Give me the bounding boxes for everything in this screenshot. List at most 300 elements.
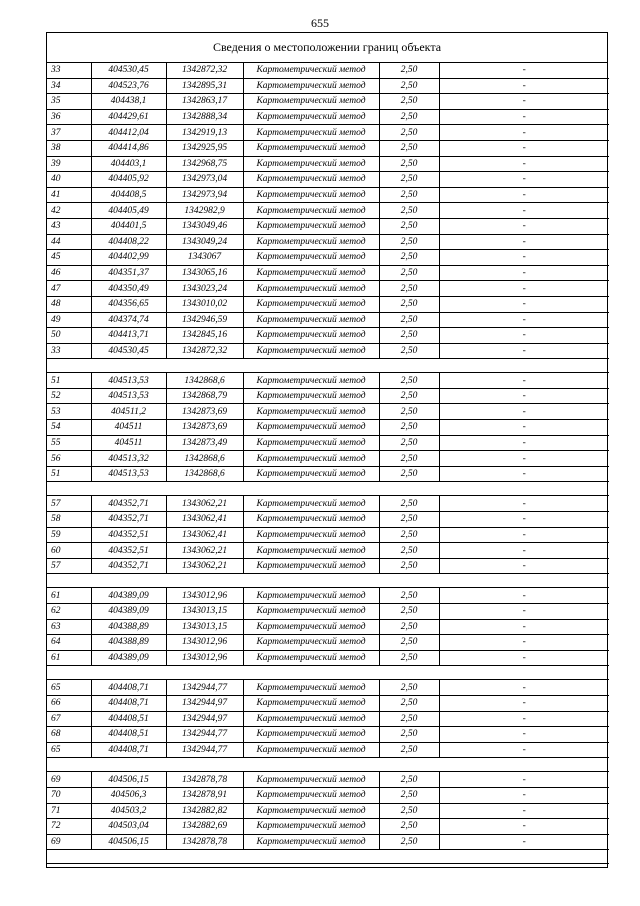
description-cell: - xyxy=(439,140,609,156)
description-cell: - xyxy=(439,727,609,743)
x-coordinate-cell: 404503,04 xyxy=(91,819,166,835)
accuracy-cell: 2,50 xyxy=(379,203,439,219)
point-number-cell: 52 xyxy=(47,388,91,404)
description-cell: - xyxy=(439,619,609,635)
accuracy-cell: 2,50 xyxy=(379,343,439,359)
description-cell: - xyxy=(439,834,609,850)
x-coordinate-cell: 404506,15 xyxy=(91,834,166,850)
point-number-cell: 65 xyxy=(47,680,91,696)
point-number-cell: 61 xyxy=(47,650,91,666)
accuracy-cell: 2,50 xyxy=(379,451,439,467)
point-number-cell: 42 xyxy=(47,203,91,219)
accuracy-cell: 2,50 xyxy=(379,94,439,110)
point-number-cell: 36 xyxy=(47,109,91,125)
point-number-cell: 37 xyxy=(47,125,91,141)
description-cell: - xyxy=(439,466,609,482)
method-cell: Картометрический метод xyxy=(243,218,379,234)
x-coordinate-cell: 404412,04 xyxy=(91,125,166,141)
accuracy-cell: 2,50 xyxy=(379,772,439,788)
table-row xyxy=(47,156,609,172)
accuracy-cell: 2,50 xyxy=(379,512,439,528)
accuracy-cell: 2,50 xyxy=(379,109,439,125)
x-coordinate-cell: 404405,49 xyxy=(91,203,166,219)
method-cell: Картометрический метод xyxy=(243,109,379,125)
group-separator-row xyxy=(47,850,609,864)
y-coordinate-cell: 1342873,69 xyxy=(166,420,243,436)
accuracy-cell: 2,50 xyxy=(379,435,439,451)
table-row xyxy=(47,218,609,234)
y-coordinate-cell: 1343067 xyxy=(166,250,243,266)
table-row xyxy=(47,619,609,635)
accuracy-cell: 2,50 xyxy=(379,265,439,281)
table-row xyxy=(47,187,609,203)
y-coordinate-cell: 1342944,97 xyxy=(166,711,243,727)
point-number-cell: 43 xyxy=(47,218,91,234)
accuracy-cell: 2,50 xyxy=(379,803,439,819)
x-coordinate-cell: 404388,89 xyxy=(91,635,166,651)
table-row xyxy=(47,296,609,312)
method-cell: Картометрический метод xyxy=(243,451,379,467)
table-row xyxy=(47,711,609,727)
accuracy-cell: 2,50 xyxy=(379,296,439,312)
x-coordinate-cell: 404352,71 xyxy=(91,558,166,574)
description-cell: - xyxy=(439,558,609,574)
description-cell: - xyxy=(439,343,609,359)
x-coordinate-cell: 404506,15 xyxy=(91,772,166,788)
table-row xyxy=(47,140,609,156)
accuracy-cell: 2,50 xyxy=(379,250,439,266)
method-cell: Картометрический метод xyxy=(243,420,379,436)
method-cell: Картометрический метод xyxy=(243,140,379,156)
description-cell: - xyxy=(439,109,609,125)
x-coordinate-cell: 404513,53 xyxy=(91,388,166,404)
description-cell: - xyxy=(439,172,609,188)
method-cell: Картометрический метод xyxy=(243,742,379,758)
y-coordinate-cell: 1343062,41 xyxy=(166,527,243,543)
point-number-cell: 57 xyxy=(47,558,91,574)
group-separator-row xyxy=(47,666,609,680)
table-row xyxy=(47,265,609,281)
method-cell: Картометрический метод xyxy=(243,680,379,696)
accuracy-cell: 2,50 xyxy=(379,63,439,78)
method-cell: Картометрический метод xyxy=(243,156,379,172)
method-cell: Картометрический метод xyxy=(243,695,379,711)
point-number-cell: 72 xyxy=(47,819,91,835)
x-coordinate-cell: 404511 xyxy=(91,435,166,451)
point-number-cell: 56 xyxy=(47,451,91,467)
method-cell: Картометрический метод xyxy=(243,496,379,512)
x-coordinate-cell: 404352,51 xyxy=(91,543,166,559)
table-row xyxy=(47,281,609,297)
y-coordinate-cell: 1342944,77 xyxy=(166,727,243,743)
x-coordinate-cell: 404388,89 xyxy=(91,619,166,635)
description-cell: - xyxy=(439,819,609,835)
method-cell: Картометрический метод xyxy=(243,604,379,620)
page-number: 655 xyxy=(311,16,329,30)
method-cell: Картометрический метод xyxy=(243,328,379,344)
x-coordinate-cell: 404408,51 xyxy=(91,727,166,743)
method-cell: Картометрический метод xyxy=(243,558,379,574)
table-row xyxy=(47,512,609,528)
x-coordinate-cell: 404530,45 xyxy=(91,63,166,78)
y-coordinate-cell: 1342982,9 xyxy=(166,203,243,219)
y-coordinate-cell: 1342888,34 xyxy=(166,109,243,125)
y-coordinate-cell: 1342868,6 xyxy=(166,451,243,467)
y-coordinate-cell: 1342973,94 xyxy=(166,187,243,203)
x-coordinate-cell: 404350,49 xyxy=(91,281,166,297)
method-cell: Картометрический метод xyxy=(243,250,379,266)
y-coordinate-cell: 1342872,32 xyxy=(166,343,243,359)
accuracy-cell: 2,50 xyxy=(379,619,439,635)
point-number-cell: 44 xyxy=(47,234,91,250)
description-cell: - xyxy=(439,650,609,666)
accuracy-cell: 2,50 xyxy=(379,420,439,436)
coordinates-table-body xyxy=(47,63,609,864)
point-number-cell: 58 xyxy=(47,512,91,528)
separator-cell xyxy=(47,359,609,373)
accuracy-cell: 2,50 xyxy=(379,711,439,727)
method-cell: Картометрический метод xyxy=(243,588,379,604)
y-coordinate-cell: 1343012,96 xyxy=(166,635,243,651)
x-coordinate-cell: 404351,37 xyxy=(91,265,166,281)
x-coordinate-cell: 404389,09 xyxy=(91,650,166,666)
accuracy-cell: 2,50 xyxy=(379,496,439,512)
x-coordinate-cell: 404408,51 xyxy=(91,711,166,727)
description-cell: - xyxy=(439,156,609,172)
x-coordinate-cell: 404513,32 xyxy=(91,451,166,467)
method-cell: Картометрический метод xyxy=(243,834,379,850)
y-coordinate-cell: 1343062,21 xyxy=(166,543,243,559)
accuracy-cell: 2,50 xyxy=(379,558,439,574)
point-number-cell: 47 xyxy=(47,281,91,297)
accuracy-cell: 2,50 xyxy=(379,588,439,604)
y-coordinate-cell: 1342944,77 xyxy=(166,742,243,758)
point-number-cell: 53 xyxy=(47,404,91,420)
table-row xyxy=(47,803,609,819)
y-coordinate-cell: 1343062,41 xyxy=(166,512,243,528)
point-number-cell: 34 xyxy=(47,78,91,94)
point-number-cell: 62 xyxy=(47,604,91,620)
x-coordinate-cell: 404523,76 xyxy=(91,78,166,94)
accuracy-cell: 2,50 xyxy=(379,466,439,482)
separator-cell xyxy=(47,482,609,496)
y-coordinate-cell: 1342882,82 xyxy=(166,803,243,819)
y-coordinate-cell: 1342973,04 xyxy=(166,172,243,188)
point-number-cell: 66 xyxy=(47,695,91,711)
point-number-cell: 60 xyxy=(47,543,91,559)
accuracy-cell: 2,50 xyxy=(379,125,439,141)
method-cell: Картометрический метод xyxy=(243,234,379,250)
table-row xyxy=(47,772,609,788)
method-cell: Картометрический метод xyxy=(243,281,379,297)
method-cell: Картометрический метод xyxy=(243,265,379,281)
table-row xyxy=(47,404,609,420)
description-cell: - xyxy=(439,312,609,328)
x-coordinate-cell: 404403,1 xyxy=(91,156,166,172)
table-row xyxy=(47,388,609,404)
x-coordinate-cell: 404513,53 xyxy=(91,373,166,389)
accuracy-cell: 2,50 xyxy=(379,819,439,835)
description-cell: - xyxy=(439,187,609,203)
coordinates-table xyxy=(47,63,609,864)
method-cell: Картометрический метод xyxy=(243,619,379,635)
table-row xyxy=(47,466,609,482)
table-row xyxy=(47,234,609,250)
description-cell: - xyxy=(439,742,609,758)
x-coordinate-cell: 404503,2 xyxy=(91,803,166,819)
x-coordinate-cell: 404438,1 xyxy=(91,94,166,110)
method-cell: Картометрический метод xyxy=(243,187,379,203)
description-cell: - xyxy=(439,94,609,110)
method-cell: Картометрический метод xyxy=(243,63,379,78)
description-cell: - xyxy=(439,803,609,819)
description-cell: - xyxy=(439,711,609,727)
description-cell: - xyxy=(439,296,609,312)
table-row xyxy=(47,635,609,651)
accuracy-cell: 2,50 xyxy=(379,388,439,404)
description-cell: - xyxy=(439,588,609,604)
y-coordinate-cell: 1343012,96 xyxy=(166,650,243,666)
table-row xyxy=(47,680,609,696)
y-coordinate-cell: 1342873,69 xyxy=(166,404,243,420)
table-row xyxy=(47,125,609,141)
y-coordinate-cell: 1343065,16 xyxy=(166,265,243,281)
method-cell: Картометрический метод xyxy=(243,819,379,835)
table-row xyxy=(47,203,609,219)
description-cell: - xyxy=(439,451,609,467)
point-number-cell: 69 xyxy=(47,834,91,850)
x-coordinate-cell: 404408,22 xyxy=(91,234,166,250)
table-row xyxy=(47,558,609,574)
y-coordinate-cell: 1342944,97 xyxy=(166,695,243,711)
accuracy-cell: 2,50 xyxy=(379,604,439,620)
table-row xyxy=(47,742,609,758)
description-cell: - xyxy=(439,328,609,344)
point-number-cell: 39 xyxy=(47,156,91,172)
x-coordinate-cell: 404402,99 xyxy=(91,250,166,266)
point-number-cell: 55 xyxy=(47,435,91,451)
group-separator-row xyxy=(47,359,609,373)
table-row xyxy=(47,604,609,620)
accuracy-cell: 2,50 xyxy=(379,650,439,666)
method-cell: Картометрический метод xyxy=(243,711,379,727)
description-cell: - xyxy=(439,218,609,234)
separator-cell xyxy=(47,850,609,864)
table-row xyxy=(47,109,609,125)
point-number-cell: 69 xyxy=(47,772,91,788)
description-cell: - xyxy=(439,604,609,620)
table-title: Сведения о местоположении границ объекта xyxy=(47,33,607,63)
method-cell: Картометрический метод xyxy=(243,373,379,389)
point-number-cell: 46 xyxy=(47,265,91,281)
x-coordinate-cell: 404356,65 xyxy=(91,296,166,312)
accuracy-cell: 2,50 xyxy=(379,218,439,234)
method-cell: Картометрический метод xyxy=(243,650,379,666)
description-cell: - xyxy=(439,512,609,528)
accuracy-cell: 2,50 xyxy=(379,312,439,328)
accuracy-cell: 2,50 xyxy=(379,234,439,250)
table-row xyxy=(47,78,609,94)
accuracy-cell: 2,50 xyxy=(379,742,439,758)
y-coordinate-cell: 1343049,24 xyxy=(166,234,243,250)
y-coordinate-cell: 1343013,15 xyxy=(166,619,243,635)
accuracy-cell: 2,50 xyxy=(379,373,439,389)
boundary-table-frame xyxy=(46,32,608,868)
separator-cell xyxy=(47,666,609,680)
x-coordinate-cell: 404352,71 xyxy=(91,512,166,528)
x-coordinate-cell: 404389,09 xyxy=(91,588,166,604)
description-cell: - xyxy=(439,496,609,512)
accuracy-cell: 2,50 xyxy=(379,527,439,543)
table-row xyxy=(47,343,609,359)
point-number-cell: 61 xyxy=(47,588,91,604)
y-coordinate-cell: 1342872,32 xyxy=(166,63,243,78)
y-coordinate-cell: 1342925,95 xyxy=(166,140,243,156)
method-cell: Картометрический метод xyxy=(243,296,379,312)
x-coordinate-cell: 404374,74 xyxy=(91,312,166,328)
description-cell: - xyxy=(439,281,609,297)
x-coordinate-cell: 404408,5 xyxy=(91,187,166,203)
x-coordinate-cell: 404408,71 xyxy=(91,742,166,758)
method-cell: Картометрический метод xyxy=(243,343,379,359)
x-coordinate-cell: 404506,3 xyxy=(91,787,166,803)
y-coordinate-cell: 1342878,78 xyxy=(166,834,243,850)
point-number-cell: 48 xyxy=(47,296,91,312)
description-cell: - xyxy=(439,435,609,451)
table-row xyxy=(47,543,609,559)
y-coordinate-cell: 1342946,59 xyxy=(166,312,243,328)
point-number-cell: 41 xyxy=(47,187,91,203)
method-cell: Картометрический метод xyxy=(243,125,379,141)
accuracy-cell: 2,50 xyxy=(379,156,439,172)
point-number-cell: 35 xyxy=(47,94,91,110)
table-row xyxy=(47,328,609,344)
table-row xyxy=(47,63,609,78)
point-number-cell: 68 xyxy=(47,727,91,743)
x-coordinate-cell: 404405,92 xyxy=(91,172,166,188)
description-cell: - xyxy=(439,78,609,94)
x-coordinate-cell: 404389,09 xyxy=(91,604,166,620)
table-row xyxy=(47,834,609,850)
y-coordinate-cell: 1343012,96 xyxy=(166,588,243,604)
accuracy-cell: 2,50 xyxy=(379,543,439,559)
y-coordinate-cell: 1343062,21 xyxy=(166,558,243,574)
description-cell: - xyxy=(439,695,609,711)
method-cell: Картометрический метод xyxy=(243,527,379,543)
table-row xyxy=(47,420,609,436)
description-cell: - xyxy=(439,787,609,803)
y-coordinate-cell: 1342845,16 xyxy=(166,328,243,344)
description-cell: - xyxy=(439,420,609,436)
y-coordinate-cell: 1343023,24 xyxy=(166,281,243,297)
method-cell: Картометрический метод xyxy=(243,772,379,788)
point-number-cell: 33 xyxy=(47,343,91,359)
x-coordinate-cell: 404352,71 xyxy=(91,496,166,512)
accuracy-cell: 2,50 xyxy=(379,635,439,651)
table-row xyxy=(47,787,609,803)
accuracy-cell: 2,50 xyxy=(379,834,439,850)
point-number-cell: 51 xyxy=(47,373,91,389)
y-coordinate-cell: 1342878,91 xyxy=(166,787,243,803)
table-row xyxy=(47,695,609,711)
y-coordinate-cell: 1342878,78 xyxy=(166,772,243,788)
group-separator-row xyxy=(47,574,609,588)
point-number-cell: 65 xyxy=(47,742,91,758)
y-coordinate-cell: 1342944,77 xyxy=(166,680,243,696)
x-coordinate-cell: 404413,71 xyxy=(91,328,166,344)
table-row xyxy=(47,373,609,389)
table-row xyxy=(47,819,609,835)
y-coordinate-cell: 1343049,46 xyxy=(166,218,243,234)
y-coordinate-cell: 1342863,17 xyxy=(166,94,243,110)
method-cell: Картометрический метод xyxy=(243,803,379,819)
description-cell: - xyxy=(439,680,609,696)
table-row xyxy=(47,94,609,110)
method-cell: Картометрический метод xyxy=(243,787,379,803)
accuracy-cell: 2,50 xyxy=(379,695,439,711)
point-number-cell: 67 xyxy=(47,711,91,727)
point-number-cell: 71 xyxy=(47,803,91,819)
table-row xyxy=(47,451,609,467)
description-cell: - xyxy=(439,527,609,543)
table-row xyxy=(47,172,609,188)
x-coordinate-cell: 404530,45 xyxy=(91,343,166,359)
method-cell: Картометрический метод xyxy=(243,388,379,404)
x-coordinate-cell: 404401,5 xyxy=(91,218,166,234)
method-cell: Картометрический метод xyxy=(243,512,379,528)
x-coordinate-cell: 404511 xyxy=(91,420,166,436)
method-cell: Картометрический метод xyxy=(243,172,379,188)
accuracy-cell: 2,50 xyxy=(379,787,439,803)
method-cell: Картометрический метод xyxy=(243,727,379,743)
x-coordinate-cell: 404511,2 xyxy=(91,404,166,420)
x-coordinate-cell: 404408,71 xyxy=(91,680,166,696)
table-row xyxy=(47,312,609,328)
point-number-cell: 33 xyxy=(47,63,91,78)
point-number-cell: 54 xyxy=(47,420,91,436)
point-number-cell: 59 xyxy=(47,527,91,543)
point-number-cell: 50 xyxy=(47,328,91,344)
y-coordinate-cell: 1342968,75 xyxy=(166,156,243,172)
table-row xyxy=(47,250,609,266)
accuracy-cell: 2,50 xyxy=(379,140,439,156)
x-coordinate-cell: 404408,71 xyxy=(91,695,166,711)
point-number-cell: 49 xyxy=(47,312,91,328)
group-separator-row xyxy=(47,758,609,772)
description-cell: - xyxy=(439,250,609,266)
accuracy-cell: 2,50 xyxy=(379,727,439,743)
method-cell: Картометрический метод xyxy=(243,435,379,451)
y-coordinate-cell: 1342873,49 xyxy=(166,435,243,451)
point-number-cell: 38 xyxy=(47,140,91,156)
point-number-cell: 40 xyxy=(47,172,91,188)
point-number-cell: 70 xyxy=(47,787,91,803)
description-cell: - xyxy=(439,125,609,141)
table-row xyxy=(47,496,609,512)
point-number-cell: 57 xyxy=(47,496,91,512)
accuracy-cell: 2,50 xyxy=(379,281,439,297)
table-row xyxy=(47,727,609,743)
separator-cell xyxy=(47,574,609,588)
point-number-cell: 63 xyxy=(47,619,91,635)
method-cell: Картометрический метод xyxy=(243,635,379,651)
accuracy-cell: 2,50 xyxy=(379,680,439,696)
table-row xyxy=(47,527,609,543)
y-coordinate-cell: 1343062,21 xyxy=(166,496,243,512)
description-cell: - xyxy=(439,63,609,78)
method-cell: Картометрический метод xyxy=(243,94,379,110)
method-cell: Картометрический метод xyxy=(243,466,379,482)
